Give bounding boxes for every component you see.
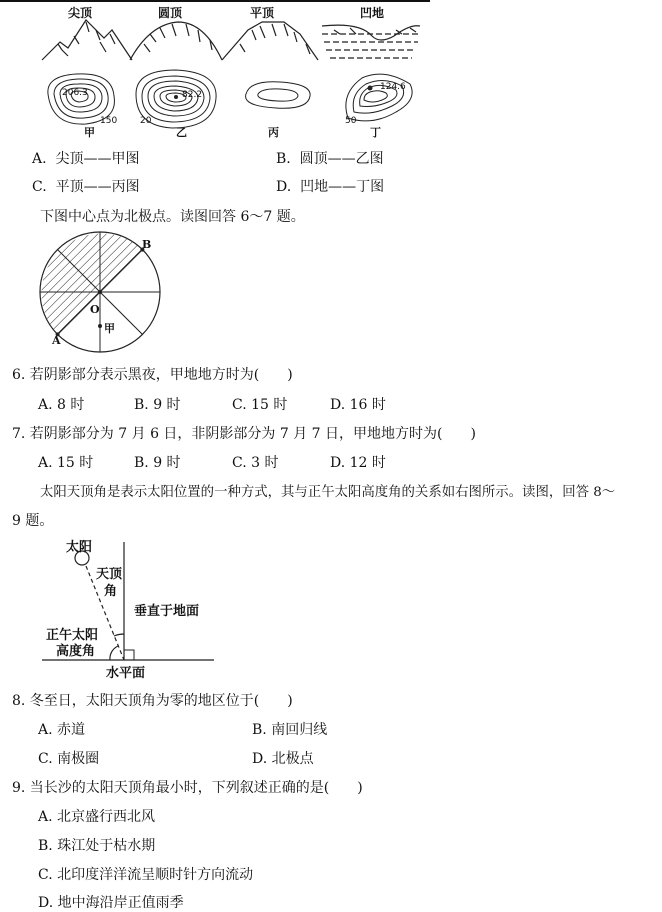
- q6-option-d[interactable]: D. 16 时: [330, 397, 386, 413]
- option-c[interactable]: C. 平顶——丙图: [32, 179, 140, 195]
- q6-stem: 6. 若阴影部分表示黑夜，甲地地方时为( ): [12, 367, 293, 383]
- q9-option-a[interactable]: A. 北京盛行西北风: [38, 809, 156, 825]
- point-b: B: [142, 238, 152, 251]
- q9-stem: 9. 当长沙的太阳天顶角最小时，下列叙述正确的是( ): [12, 780, 363, 796]
- caption-yi: 乙: [176, 126, 187, 139]
- contour-value-yi: 20: [140, 116, 152, 126]
- contour-value-jia: 150: [100, 116, 118, 126]
- spot-height-jia: 206.3: [62, 88, 88, 98]
- header-yuanding: 圆顶: [158, 6, 183, 20]
- spot-height-yi: 82.2: [182, 90, 203, 100]
- header-pingding: 平顶: [250, 6, 275, 20]
- q6-option-a[interactable]: A. 8 时: [38, 397, 85, 413]
- header-jianding: 尖顶: [68, 6, 93, 20]
- q9-option-c[interactable]: C. 北印度洋洋流呈顺时针方向流动: [38, 867, 254, 883]
- header-aodi: 凹地: [360, 6, 385, 20]
- q8-option-b[interactable]: B. 南回归线: [252, 722, 328, 738]
- label-vertical: 垂直于地面: [134, 604, 200, 619]
- caption-bing: 丙: [268, 126, 279, 139]
- option-b[interactable]: B. 圆顶——乙图: [276, 151, 384, 167]
- q8-option-c[interactable]: C. 南极圈: [38, 751, 100, 767]
- q6-option-c[interactable]: C. 15 时: [232, 397, 288, 413]
- option-a[interactable]: A. 尖顶——甲图: [32, 151, 140, 167]
- q7-option-d[interactable]: D. 12 时: [330, 455, 386, 471]
- intro-8-9-line2: 9 题。: [12, 513, 54, 529]
- point-jia: 甲: [104, 322, 115, 335]
- label-altitude-2: 高度角: [56, 644, 96, 659]
- caption-jia: 甲: [84, 126, 95, 139]
- label-zenith-2: 角: [104, 584, 118, 599]
- point-o: O: [90, 303, 100, 316]
- caption-ding: 丁: [370, 126, 381, 139]
- q9-option-b[interactable]: B. 珠江处于枯水期: [38, 838, 156, 854]
- label-horizontal: 水平面: [106, 666, 146, 681]
- label-altitude-1: 正午太阳: [46, 628, 99, 643]
- q8-stem: 8. 冬至日，太阳天顶角为零的地区位于( ): [12, 693, 293, 709]
- intro-6-7: 下图中心点为北极点。读图回答 6～7 题。: [40, 209, 305, 225]
- q8-option-a[interactable]: A. 赤道: [38, 722, 86, 738]
- contour-value-ding: 50: [345, 116, 357, 126]
- q7-option-b[interactable]: B. 9 时: [134, 455, 181, 471]
- q7-option-c[interactable]: C. 3 时: [232, 455, 279, 471]
- spot-height-ding: 124.6: [380, 82, 406, 92]
- label-zenith-1: 天顶: [96, 567, 123, 582]
- point-a: A: [52, 334, 61, 347]
- option-d[interactable]: D. 凹地——丁图: [276, 179, 385, 195]
- intro-8-9-line1: 太阳天顶角是表示太阳位置的一种方式，其与正午太阳高度角的关系如右图所示。读图，回答 8～: [40, 485, 616, 500]
- label-sun: 太阳: [66, 540, 93, 555]
- q9-option-d[interactable]: D. 地中海沿岸正值雨季: [38, 895, 184, 911]
- q6-option-b[interactable]: B. 9 时: [134, 397, 181, 413]
- mountain-sketches: [0, 0, 440, 70]
- q7-stem: 7. 若阴影部分为 7 月 6 日，非阴影部分为 7 月 7 日，甲地地方时为( ): [12, 426, 476, 442]
- q7-option-a[interactable]: A. 15 时: [38, 455, 94, 471]
- q8-option-d[interactable]: D. 北极点: [252, 751, 314, 767]
